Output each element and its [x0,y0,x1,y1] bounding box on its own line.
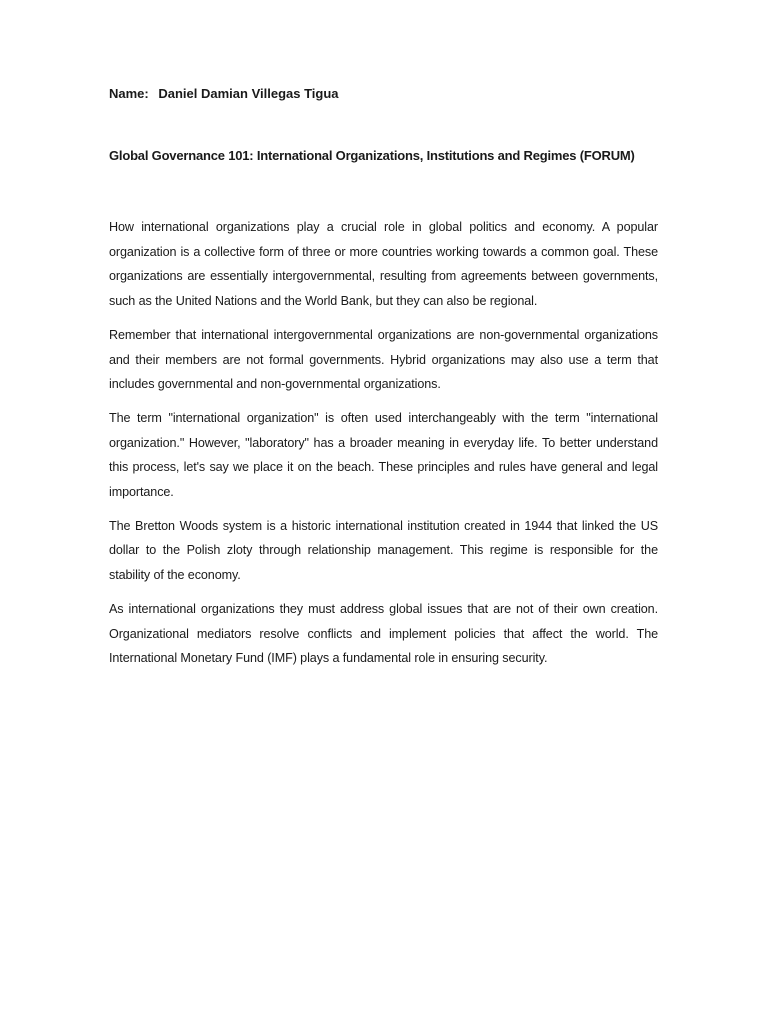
document-content [109,84,658,680]
paragraph-5: As international organizations they must address global issues that are not of their own creation. Organizational mediators resolve conflicts and implement policies that affect the world. The International Monetary Fund (IMF) plays a fundamental role in ensuring security. [109,601,658,666]
paragraph-4: The Bretton Woods system is a historic international institution created in 1944 that linked the US dollar to the Polish zloty through relationship management. This regime is responsible for the stability of the economy. [109,518,658,583]
paragraph-3: The term "international organization" is often used interchangeably with the term "international organization." However, "laboratory" has a broader meaning in everyday life. To better understand this process, let's say we place it on the beach. These principles and rules have general and legal importance. [109,410,658,500]
paragraph-2: Remember that international intergovernmental organizations are non-governmental organizations and their members are not formal governments. Hybrid organizations may also use a term that includes governmental and non-governmental organizations. [109,327,658,392]
name-label: Name: [109,86,149,101]
paragraph-1: How international organizations play a crucial role in global politics and economy. A popular organization is a collective form of three or more countries working towards a common goal. These organizations are essentially intergovernmental, resulting from agreements between governments, such as the United Nations and the World Bank, but they can also be regional. [109,220,658,309]
course-title: Global Governance 101: International Organizations, Institutions and Regimes (FORUM) [109,148,635,163]
author-name: Daniel Damian Villegas Tigua [158,86,339,101]
author-name-line [109,84,658,104]
